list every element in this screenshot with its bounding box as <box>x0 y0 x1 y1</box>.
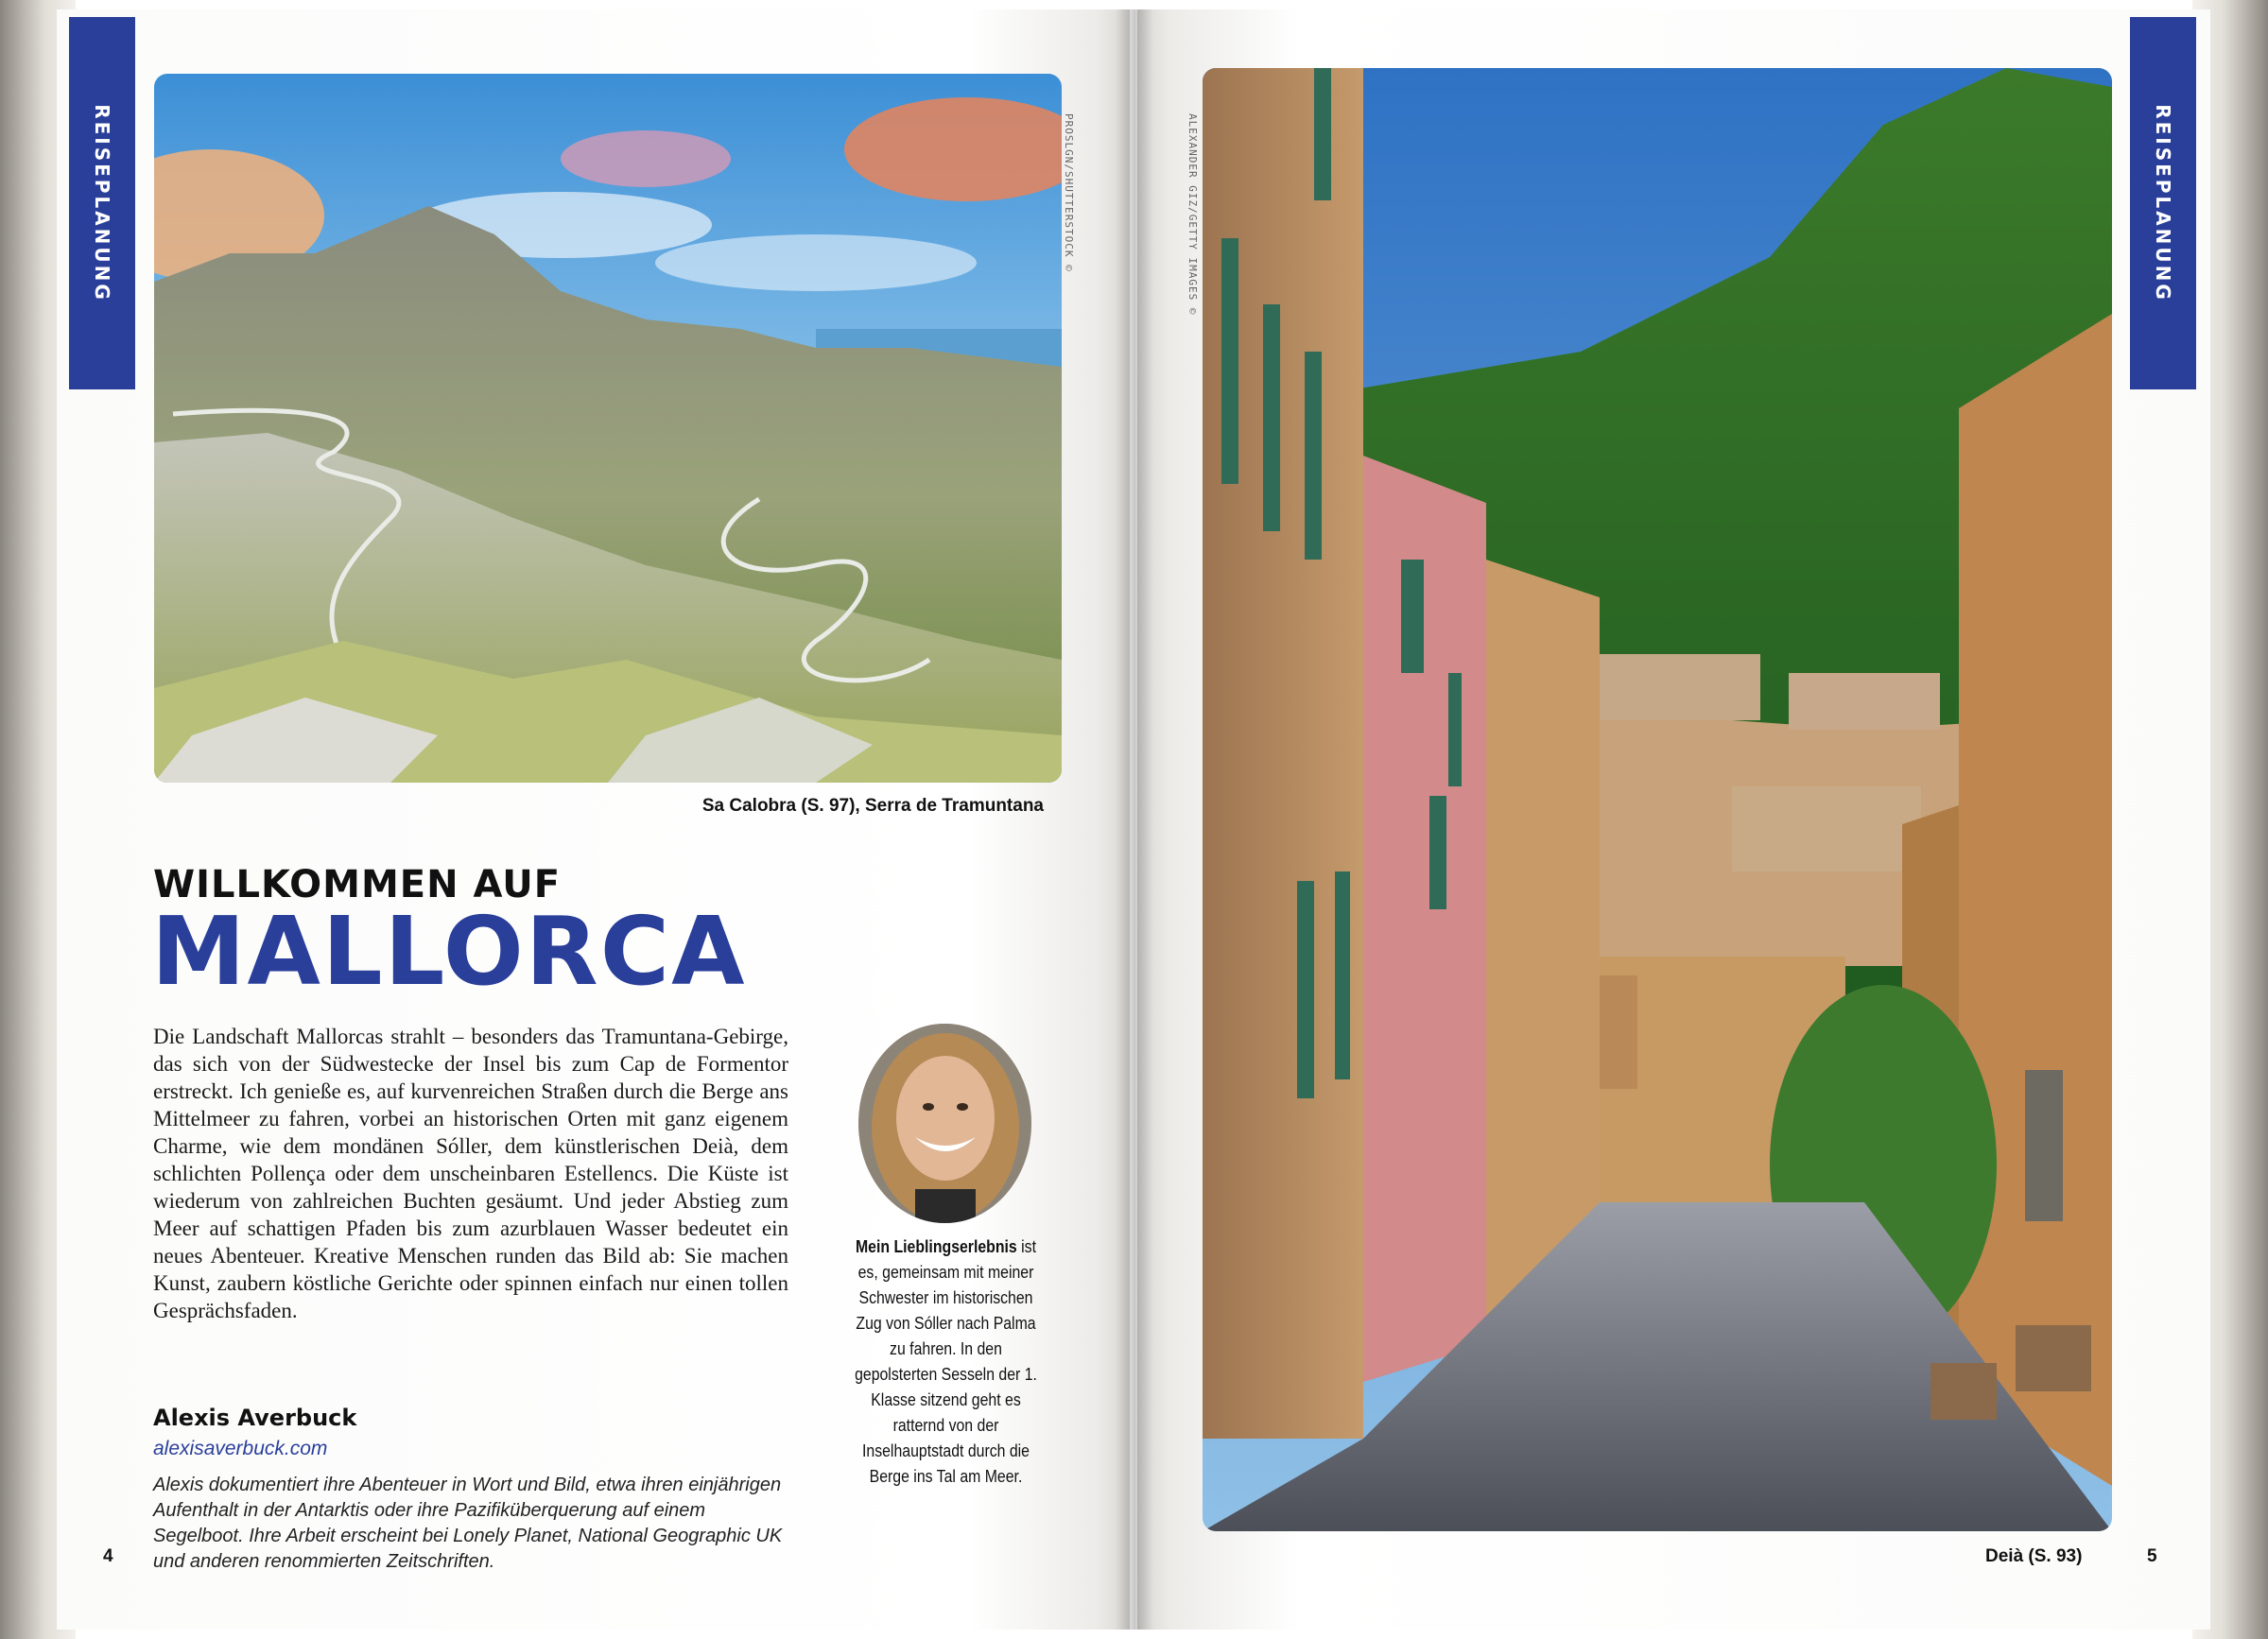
favorite-experience-text: ist es, gemeinsam mit meiner Schwester im historischen Zug von Sóller nach Palma zu fahren. In den gepolsterten Sesseln der 1. Klasse sitzend geht es ratternd von der Inselhauptstadt durch die Berge ins Tal am Meer. <box>855 1237 1037 1486</box>
favorite-experience <box>853 1234 1040 1490</box>
section-tab-left <box>69 17 135 389</box>
book-spine <box>1116 9 1153 1630</box>
section-tab-label: REISEPLANUNG <box>2152 104 2174 302</box>
section-tab-label: REISEPLANUNG <box>91 104 113 302</box>
page-number-left: 4 <box>103 1546 113 1566</box>
photo-credit: ALEXANDER GIZ/GETTY IMAGES © <box>1186 113 1199 316</box>
photo-credit: PROSLGN/SHUTTERSTOCK © <box>1063 113 1075 272</box>
page-number-right: 5 <box>2147 1546 2157 1566</box>
favorite-experience-label: Mein Lieblingserlebnis <box>855 1237 1017 1256</box>
intro-text: Die Landschaft Mallorcas strahlt – besonders das Tramuntana-Gebirge, das sich von der Südwestecke der Insel bis zum Cap de Formentor erstreckt. Ich genieße es, auf kurvenreichen Straßen durch die Berge ans Mittelmeer zu fahren, vorbei an historischen Orten mit ganz eigenem Charme, wie dem mondänen Sóller, dem künstlerischen Deià, dem schlichten Pollença oder dem unscheinbaren Estellencs. Die Küste ist wiederum von zahlreichen Buchten gesäumt. Und jeder Abstieg zum Meer auf schattigen Pfaden bis zum azurblauen Wasser bedeutet ein neues Abenteuer. Kreative Menschen runden das Bild ab: Sie machen Kunst, zaubern köstliche Gerichte oder spinnen einfach nur einen tollen Gesprächsfaden. <box>153 1025 788 1322</box>
author-bio: Alexis dokumentiert ihre Abenteuer in Wort und Bild, etwa ihren einjährigen Aufenthalt in der Antarktis oder ihre Pazifiküberquerung auf einem Segelboot. Ihre Arbeit erscheint bei Lonely Planet, National Geographic UK und anderen renommierten Zeitschriften. <box>153 1475 783 1572</box>
village-street-photo <box>1203 68 2112 1531</box>
author-name: Alexis Averbuck <box>153 1405 357 1431</box>
author-portrait <box>858 1024 1031 1223</box>
page-title: MALLORCA <box>151 896 747 1007</box>
author-website-link[interactable]: alexisaverbuck.com <box>153 1438 328 1459</box>
photo-caption: Deià (S. 93) <box>1985 1546 2083 1566</box>
welcome-heading: WILLKOMMEN AUF <box>153 863 562 906</box>
mountain-road-photo <box>154 74 1062 783</box>
photo-caption: Sa Calobra (S. 97), Serra de Tramuntana <box>701 796 1044 816</box>
section-tab-right <box>2130 17 2196 389</box>
